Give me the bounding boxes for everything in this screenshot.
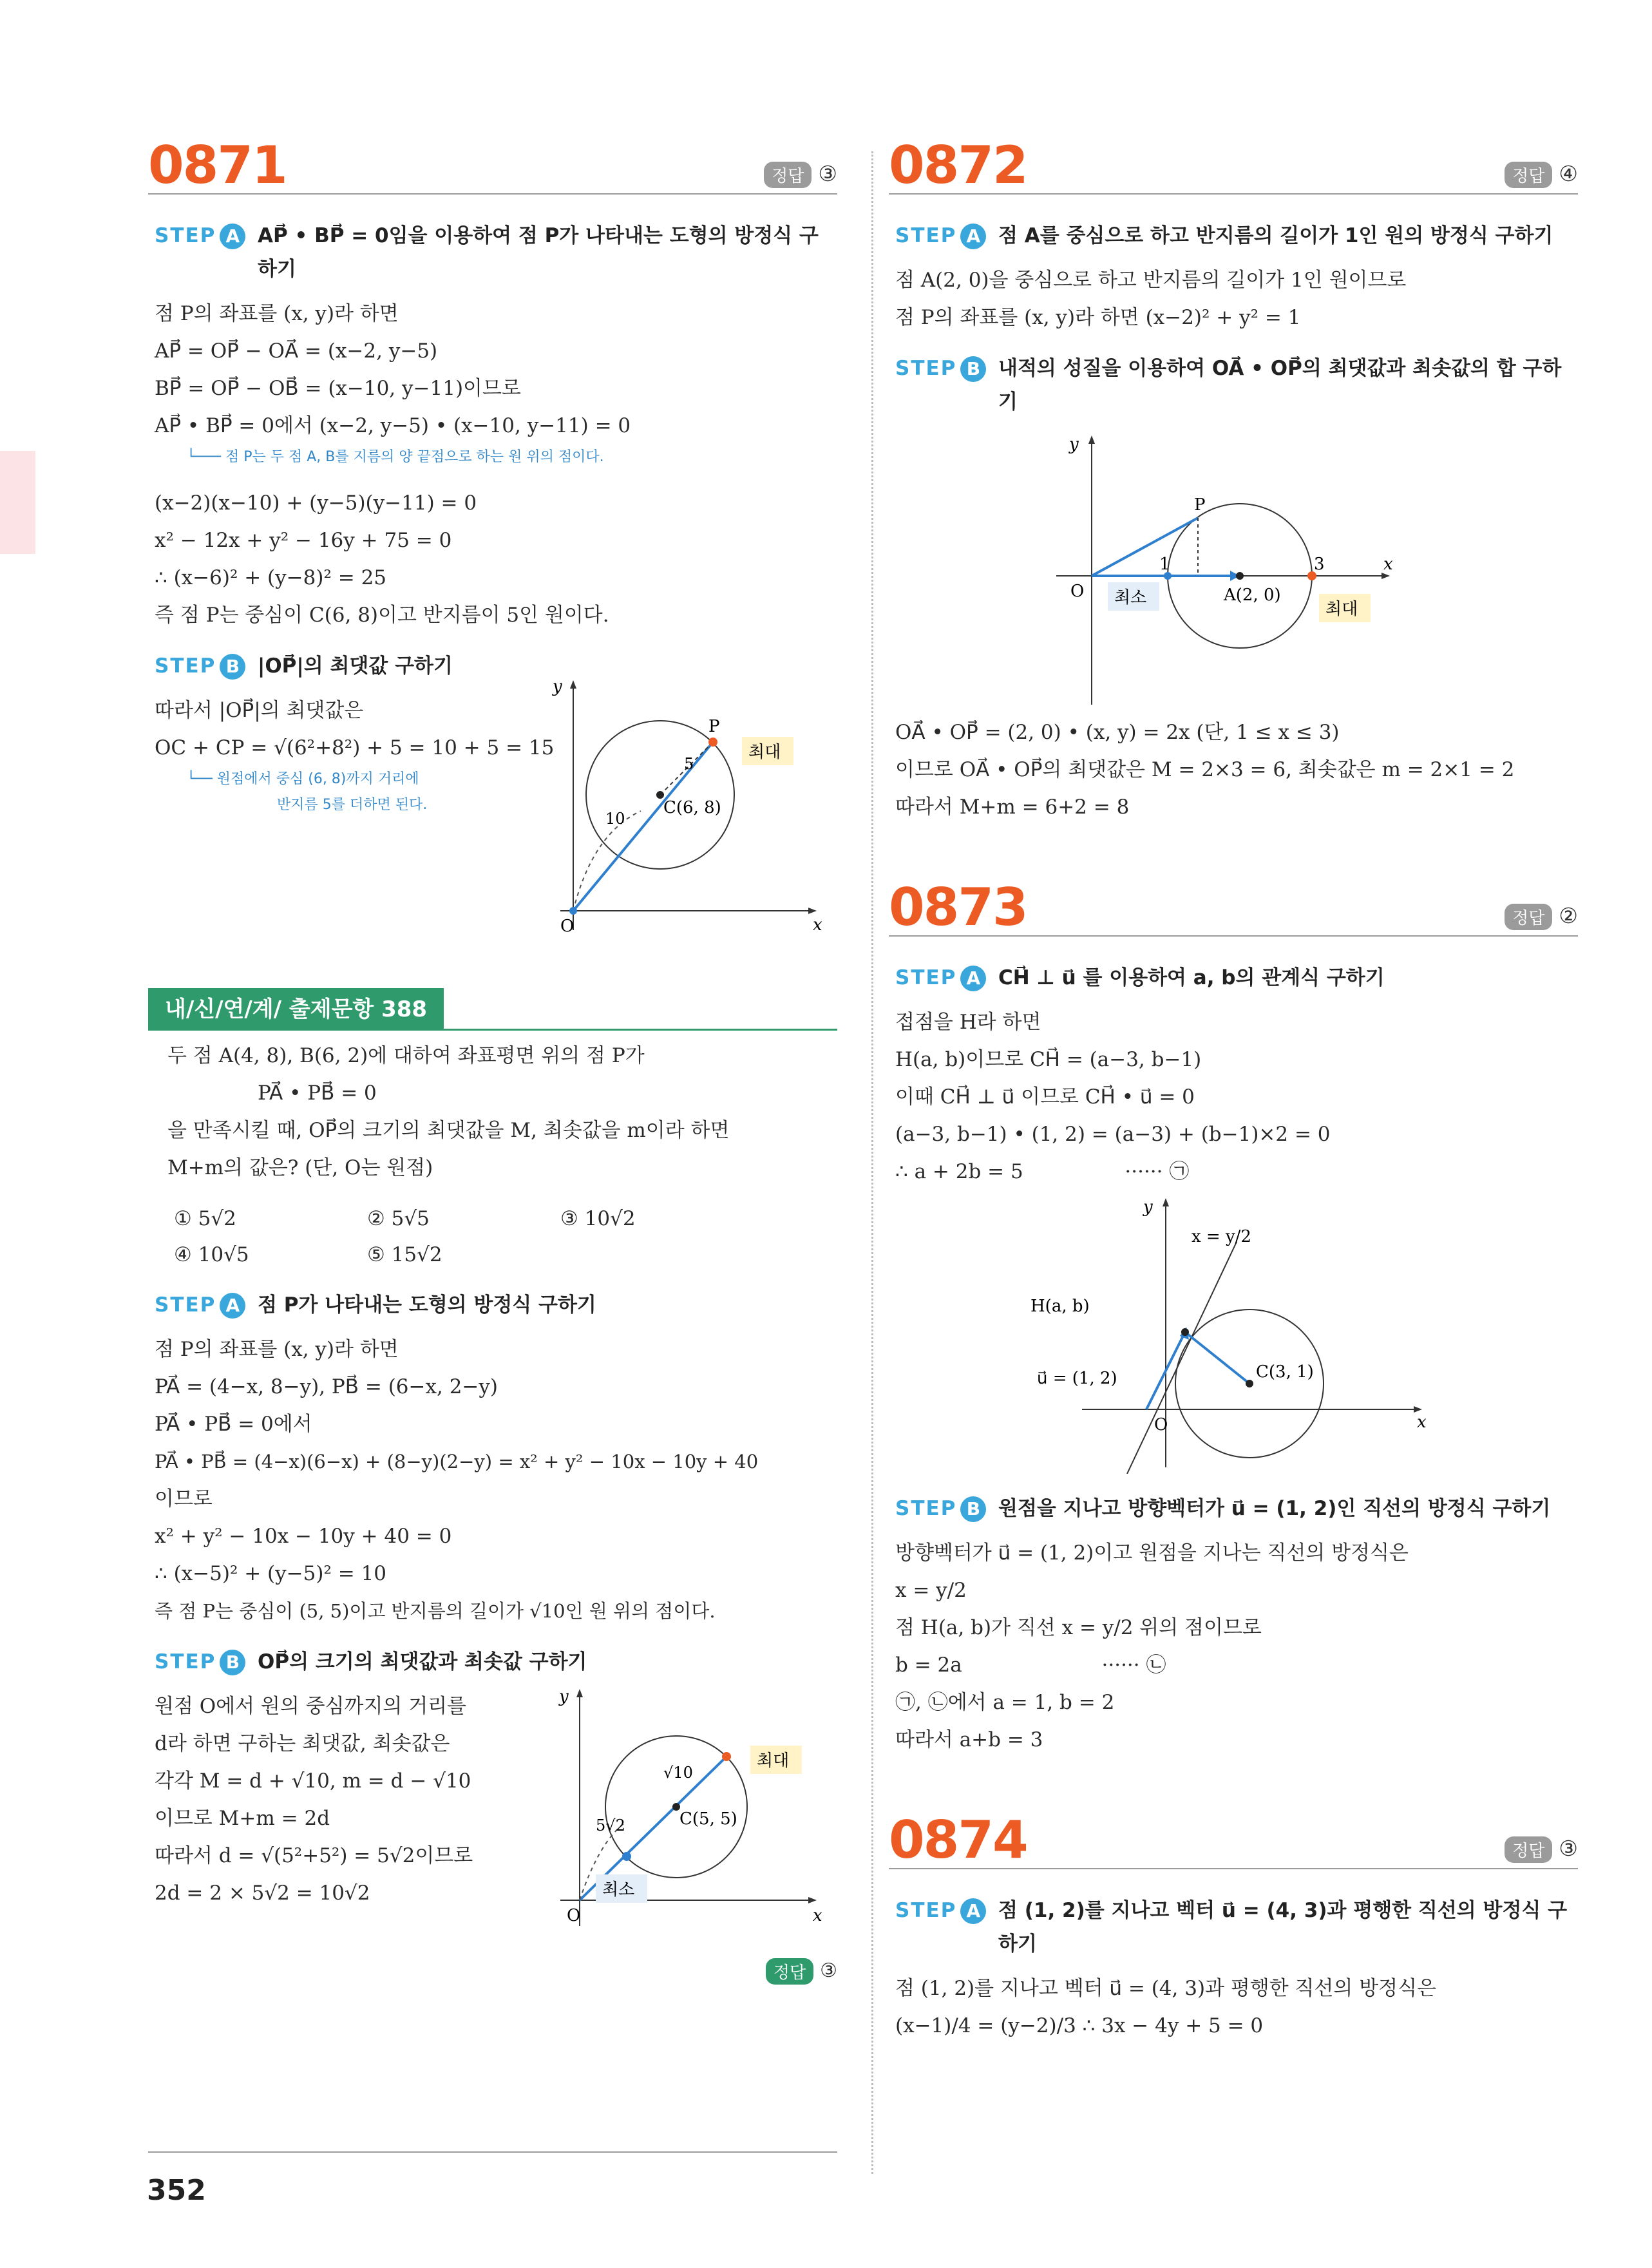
solution-line: AP⃗ = OP⃗ − OA⃗ = (x−2, y−5) — [155, 339, 438, 363]
ch-vector — [1185, 1332, 1249, 1384]
solution-line: x² + y² − 10x − 10y + 40 = 0 — [155, 1525, 452, 1548]
solution-line: 이므로 — [155, 1487, 213, 1510]
bottom-rule — [148, 2151, 837, 2153]
point-p — [708, 738, 717, 747]
question-line: 두 점 A(4, 8), B(6, 2)에 대하여 좌표평면 위의 점 P가 — [167, 1044, 645, 1067]
problem-0874-header — [889, 1804, 1578, 1869]
answer-value: ③ — [1559, 1836, 1578, 1861]
solution-line: 각각 M = d + √10, m = d − √10 — [155, 1769, 471, 1793]
step-title: 점 A를 중심으로 하고 반지름의 길이가 1인 원의 방정식 구하기 — [998, 224, 1553, 247]
answer-mark — [764, 161, 837, 188]
op-vector — [1092, 518, 1198, 576]
answer-tag: 정답 — [1505, 904, 1552, 930]
question-line: 을 만족시킬 때, OP⃗의 크기의 최댓값을 M, 최솟값을 m이라 하면 — [167, 1119, 730, 1142]
solution-line: AP⃗ • BP⃗ = 0에서 (x−2, y−5) • (x−10, y−11) = 0 — [155, 414, 631, 437]
solution-line: 따라서 |OP⃗|의 최댓값은 — [155, 699, 364, 722]
origin-label: O — [567, 1906, 581, 1925]
answer-tag: 정답 — [1505, 1836, 1552, 1863]
solution-line: 점 P의 좌표를 (x, y)라 하면 — [155, 1338, 399, 1361]
solution-line: ∴ (x−5)² + (y−5)² = 10 — [155, 1562, 387, 1585]
step-label: STEP B — [155, 1645, 245, 1679]
choice-3[interactable]: ③ 10√2 — [560, 1207, 636, 1230]
solution-line: 이때 CH⃗ ⊥ u⃗ 이므로 CH⃗ • u⃗ = 0 — [895, 1085, 1195, 1109]
right-column — [889, 129, 1578, 2044]
radius-label: √10 — [663, 1764, 693, 1782]
step-b-heading — [889, 1492, 1578, 1525]
answer-value: ③ — [818, 161, 837, 186]
max-label: 최대 — [757, 1751, 790, 1771]
solution-line: d라 하면 구하는 최댓값, 최솟값은 — [155, 1732, 450, 1755]
point-a-label: A(2, 0) — [1224, 586, 1281, 605]
step-label: STEP A — [155, 1288, 245, 1322]
center-label: C(6, 8) — [663, 798, 721, 817]
solution-line: 점 H(a, b)가 직선 x = y/2 위의 점이므로 — [895, 1616, 1262, 1639]
answer-value: ③ — [820, 1959, 837, 1982]
step-b-body — [148, 677, 837, 962]
axis-x-label: x — [813, 915, 822, 935]
question-line: M+m의 값은? (단, O는 원점) — [167, 1156, 433, 1179]
solution-line: OA⃗ • OP⃗ = (2, 0) • (x, y) = 2x (단, 1 ≤ x ≤ 3) — [895, 721, 1340, 744]
page-edge-tab — [0, 451, 35, 554]
axis-x-label: x — [1417, 1413, 1427, 1432]
step-title: CH⃗ ⊥ u⃗ 를 이용하여 a, b의 관계식 구하기 — [998, 966, 1385, 989]
step-b-heading — [148, 1645, 837, 1679]
step-a-heading — [148, 219, 837, 286]
solution-line: H(a, b)이므로 CH⃗ = (a−3, b−1) — [895, 1048, 1202, 1071]
step-a-heading — [889, 219, 1578, 253]
solution-line: OC + CP = √(6²+8²) + 5 = 10 + 5 = 15 — [155, 736, 555, 759]
step-title: |OP⃗|의 최댓값 구하기 — [258, 654, 453, 678]
point-h-label: H(a, b) — [1030, 1297, 1090, 1316]
solution-line: 점 P의 좌표를 (x, y)라 하면 (x−2)² + y² = 1 — [895, 306, 1301, 329]
answer-tag: 정답 — [1505, 162, 1552, 188]
side-note: └── 원점에서 중심 (6, 8)까지 거리에 — [187, 771, 419, 787]
solution-line: ∴ a + 2b = 5 ······ ㉠ — [895, 1160, 1190, 1183]
distance-label: 5√2 — [596, 1816, 625, 1834]
tick-3-label: 3 — [1314, 555, 1325, 574]
step-title: AP⃗ • BP⃗ = 0임을 이용하여 점 P가 나타내는 도형의 방정식 구하기 — [258, 224, 819, 281]
side-note: 반지름 5를 더하면 된다. — [277, 797, 428, 813]
figure-0872 — [889, 428, 1578, 711]
answer-tag: 정답 — [766, 1958, 813, 1985]
solution-line: BP⃗ = OP⃗ − OB⃗ = (x−10, y−11)이므로 — [155, 377, 521, 400]
problem-number: 0874 — [889, 1810, 1027, 1870]
solution-line: 즉 점 P는 중심이 C(6, 8)이고 반지름이 5인 원이다. — [155, 604, 609, 627]
origin-label: O — [1154, 1415, 1168, 1434]
solution-line: 점 P의 좌표를 (x, y)라 하면 — [155, 302, 399, 325]
step-label: STEP B — [155, 649, 245, 683]
axis-x-label: x — [1383, 555, 1393, 574]
center-label: C(3, 1) — [1256, 1362, 1314, 1382]
solution-line: 점 (1, 2)를 지나고 벡터 u⃗ = (4, 3)과 평행한 직선의 방정식은 — [895, 1977, 1437, 2000]
distance-label: 10 — [605, 810, 625, 828]
problem-0873-header — [889, 871, 1578, 937]
solution-line: 접점을 H라 하면 — [895, 1011, 1041, 1034]
problem-0872-header — [889, 129, 1578, 195]
origin-label: O — [1070, 582, 1085, 601]
solution-line: PA⃗ • PB⃗ = 0에서 — [155, 1413, 312, 1436]
solution-line: (x−2)(x−10) + (y−5)(y−11) = 0 — [155, 491, 477, 515]
solution-line: 이므로 M+m = 2d — [155, 1807, 330, 1830]
tick-1-label: 1 — [1159, 555, 1170, 574]
step-a-heading — [148, 1288, 837, 1322]
choices — [148, 1201, 837, 1273]
solution-line: 점 A(2, 0)을 중심으로 하고 반지름의 길이가 1인 원이므로 — [895, 269, 1407, 292]
step-title: OP⃗의 크기의 최댓값과 최솟값 구하기 — [258, 1650, 587, 1673]
naeshin-banner — [148, 982, 837, 1037]
figure-0873 — [889, 1190, 1578, 1474]
answer-value: ② — [1559, 903, 1578, 928]
answer-mark — [1505, 161, 1578, 188]
banner-text: 내/신/연/계/ 출제문항 388 — [148, 988, 444, 1031]
line-label: x = y/2 — [1192, 1227, 1251, 1246]
axis-y-label: y — [1069, 435, 1079, 454]
answer-value: ④ — [1559, 161, 1578, 186]
solution-line: 따라서 a+b = 3 — [895, 1728, 1043, 1751]
side-note: └─── 점 P는 두 점 A, B를 지름의 양 끝점으로 하는 원 위의 점이다. — [187, 449, 604, 465]
step-label: STEP A — [895, 961, 986, 995]
answer-mark — [148, 1958, 837, 1985]
step-label: STEP A — [895, 1894, 986, 1927]
axis-y-label: y — [559, 1687, 569, 1706]
step-title: 점 (1, 2)를 지나고 벡터 u⃗ = (4, 3)과 평행한 직선의 방정식 구하기 — [998, 1899, 1568, 1956]
step-label: STEP A — [155, 219, 245, 253]
answer-mark — [1505, 903, 1578, 930]
center-label: C(5, 5) — [679, 1809, 737, 1829]
choice-2[interactable]: ② 5√5 — [367, 1207, 430, 1230]
min-label: 최소 — [602, 1880, 635, 1900]
solution-line: 원점 O에서 원의 중심까지의 거리를 — [155, 1695, 467, 1718]
step-title: 내적의 성질을 이용하여 OA⃗ • OP⃗의 최댓값과 최솟값의 합 구하기 — [998, 357, 1562, 414]
origin-label: O — [560, 917, 574, 936]
choice-5[interactable]: ⑤ 15√2 — [367, 1243, 442, 1266]
max-label: 최대 — [748, 743, 781, 762]
solution-line: 이므로 OA⃗ • OP⃗의 최댓값은 M = 2×3 = 6, 최솟값은 m = 2×1 = 2 — [895, 758, 1515, 781]
step-b-heading — [889, 352, 1578, 419]
column-divider — [871, 151, 873, 2174]
radius-label: 5 — [684, 755, 694, 773]
point-p-label: P — [1194, 495, 1206, 515]
figure-388 — [535, 1681, 837, 1945]
step-a-heading — [889, 1894, 1578, 1961]
min-label: 최소 — [1114, 588, 1147, 607]
solution-line: ∴ (x−6)² + (y−8)² = 25 — [155, 566, 387, 589]
axis-x-label: x — [813, 1906, 822, 1925]
answer-tag: 정답 — [764, 162, 812, 188]
line-x-eq-y-over-2 — [1127, 1242, 1237, 1474]
choice-4[interactable]: ④ 10√5 — [174, 1243, 249, 1266]
problem-number: 0872 — [889, 135, 1027, 195]
problem-0871-header — [148, 129, 837, 195]
max-label: 최대 — [1325, 600, 1358, 619]
step-a-heading — [889, 961, 1578, 995]
left-column — [148, 129, 837, 1985]
solution-line: 따라서 d = √(5²+5²) = 5√2이므로 — [155, 1844, 473, 1867]
axis-y-label: y — [553, 677, 562, 696]
solution-line: (x−1)/4 = (y−2)/3 ∴ 3x − 4y + 5 = 0 — [895, 2014, 1264, 2037]
step-title: 원점을 지나고 방향벡터가 u⃗ = (1, 2)인 직선의 방정식 구하기 — [998, 1497, 1551, 1520]
page-number: 352 — [147, 2174, 206, 2207]
point-p-label: P — [708, 717, 720, 736]
problem-number: 0871 — [148, 135, 287, 195]
axis-y-label: y — [1143, 1197, 1153, 1217]
step-title: 점 P가 나타내는 도형의 방정식 구하기 — [258, 1293, 596, 1317]
step-b-body — [148, 1688, 837, 1945]
u-label: u⃗ = (1, 2) — [1037, 1369, 1117, 1388]
solution-line: x = y/2 — [895, 1579, 967, 1602]
solution-line: b = 2a ······ ㉡ — [895, 1653, 1166, 1677]
solution-line: 방향벡터가 u⃗ = (1, 2)이고 원점을 지나는 직선의 방정식은 — [895, 1541, 1409, 1565]
step-label: STEP B — [895, 352, 986, 385]
solution-line: (a−3, b−1) • (1, 2) = (a−3) + (b−1)×2 = 0 — [895, 1123, 1331, 1146]
step-label: STEP A — [895, 219, 986, 253]
question-line: PA⃗ • PB⃗ = 0 — [258, 1082, 377, 1105]
problem-number: 0873 — [889, 877, 1027, 937]
figure-0871 — [535, 672, 837, 949]
answer-mark — [1505, 1836, 1578, 1863]
solution-line: PA⃗ = (4−x, 8−y), PB⃗ = (6−x, 2−y) — [155, 1375, 498, 1398]
solution-line: ㉠, ㉡에서 a = 1, b = 2 — [895, 1691, 1115, 1714]
solution-line: PA⃗ • PB⃗ = (4−x)(6−x) + (8−y)(2−y) = x² + y² − 10x − 10y + 40 — [155, 1451, 759, 1472]
solution-line: x² − 12x + y² − 16y + 75 = 0 — [155, 529, 452, 552]
step-label: STEP B — [895, 1492, 986, 1525]
choice-1[interactable]: ① 5√2 — [174, 1207, 236, 1230]
solution-line: 2d = 2 × 5√2 = 10√2 — [155, 1882, 370, 1905]
solution-line: 따라서 M+m = 6+2 = 8 — [895, 796, 1130, 819]
solution-line: 즉 점 P는 중심이 (5, 5)이고 반지름의 길이가 √10인 원 위의 점이다. — [155, 1600, 716, 1622]
